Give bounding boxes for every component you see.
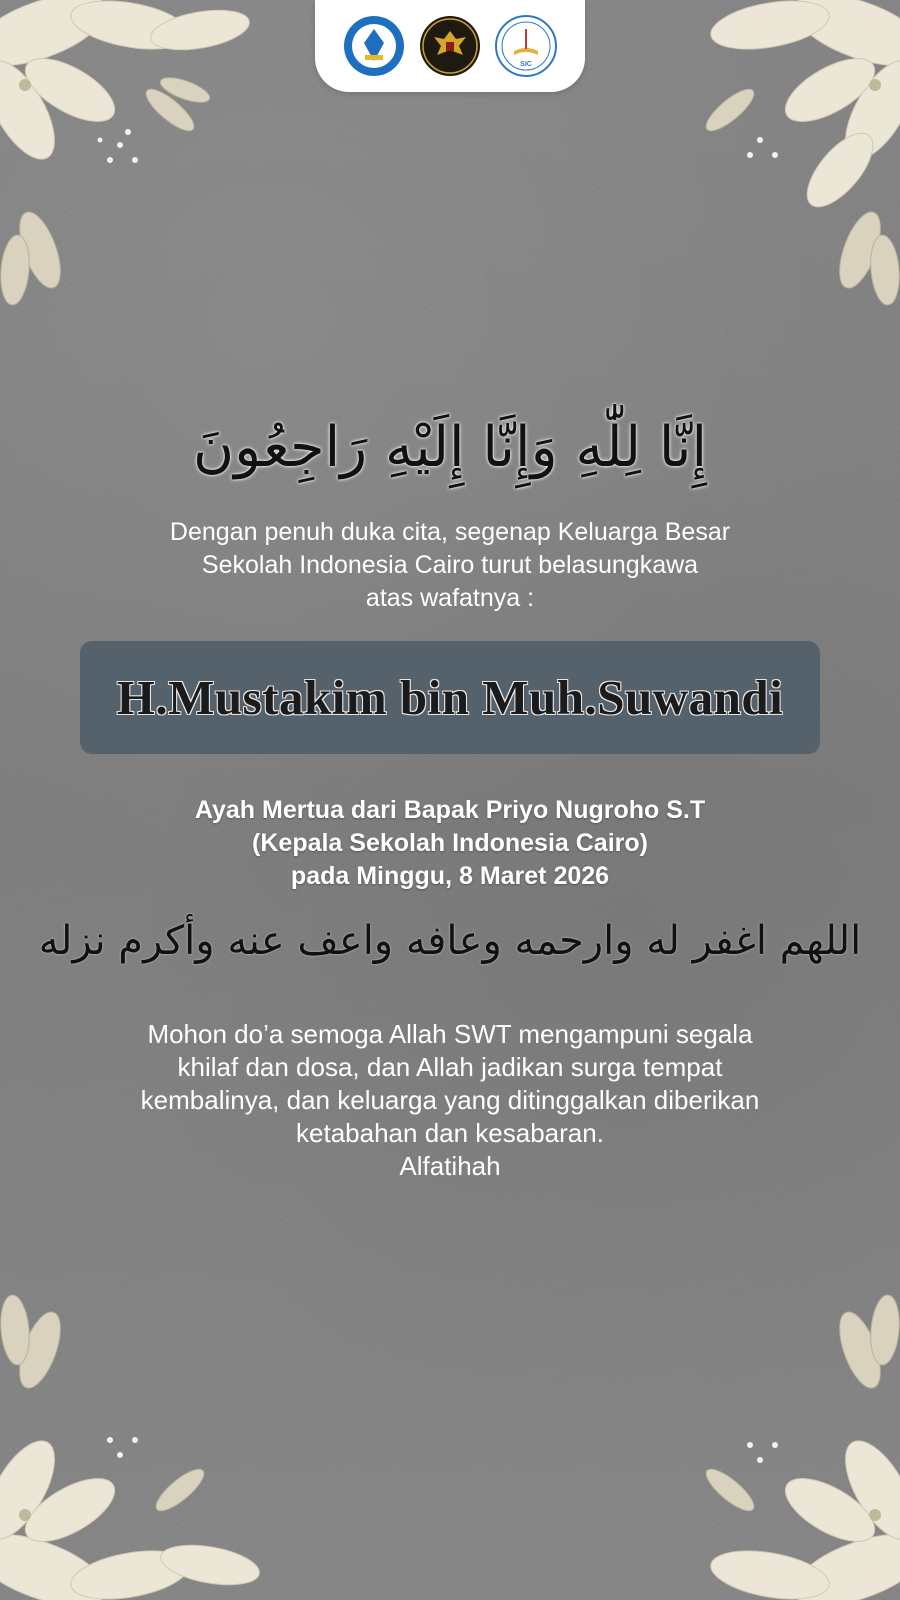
prayer-closing: Alfatihah	[399, 1151, 501, 1181]
floral-corner-bottom-right	[600, 1270, 900, 1600]
relation-line: (Kepala Sekolah Indonesia Cairo)	[252, 829, 648, 857]
intro-line: atas wafatnya :	[365, 584, 535, 612]
prayer-line: Mohon do’a semoga Allah SWT mengampuni segala	[147, 1019, 753, 1049]
intro-text	[110, 516, 790, 615]
logo-bar	[315, 0, 585, 92]
embassy-garuda-logo-icon	[419, 15, 481, 77]
deceased-name: H.Mustakim bin Muh.Suwandi	[116, 670, 784, 725]
flower-icon	[0, 0, 300, 330]
istirja-calligraphy: إِنَّا لِلّٰهِ وَإِنَّا إِلَيْهِ رَاجِعُونَ	[192, 415, 708, 480]
relation-line: Ayah Mertua dari Bapak Priyo Nugroho S.T	[194, 796, 706, 824]
prayer-line: ketabahan dan kesabaran.	[296, 1118, 604, 1148]
doa-calligraphy: اللهم اغفر له وارحمه وعافه واعف عنه وأكرم نزله	[38, 918, 862, 964]
tut-wuri-handayani-logo-icon	[343, 15, 405, 77]
intro-line: Dengan penuh duka cita, segenap Keluarga Besar	[169, 518, 731, 546]
deceased-name-box	[80, 641, 820, 754]
intro-line: Sekolah Indonesia Cairo turut belasungkawa	[201, 551, 699, 579]
flower-icon	[0, 1270, 300, 1600]
floral-corner-top-left	[0, 0, 300, 330]
prayer-line: khilaf dan dosa, dan Allah jadikan surga tempat	[177, 1052, 723, 1082]
prayer-line: kembalinya, dan keluarga yang ditinggalkan diberikan	[140, 1085, 760, 1115]
sic-school-logo-icon	[495, 15, 557, 77]
floral-corner-bottom-left	[0, 1270, 300, 1600]
flower-icon	[600, 0, 900, 330]
flower-icon	[600, 1270, 900, 1600]
relation-text	[100, 794, 800, 893]
prayer-text	[90, 1018, 810, 1183]
sic-logo-text: SIC	[520, 61, 532, 68]
relation-line: pada Minggu, 8 Maret 2026	[290, 862, 610, 890]
floral-corner-top-right	[600, 0, 900, 330]
